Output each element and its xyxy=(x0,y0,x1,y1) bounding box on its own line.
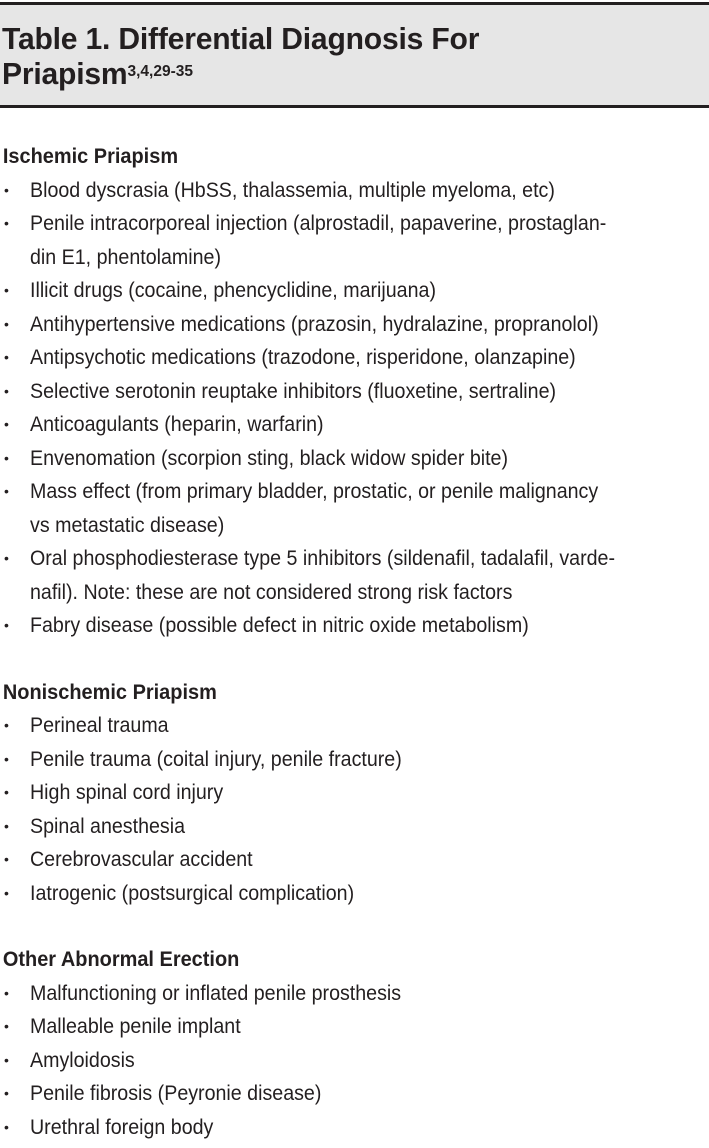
table-body xyxy=(0,140,709,1144)
bullet-icon: • xyxy=(4,550,9,566)
list-item-text: Oral phosphodiesterase type 5 inhibitors (sildenafil, tadalafil, varde- xyxy=(30,547,616,570)
list-item-text: Fabry disease (possible defect in nitric oxide metabolism) xyxy=(30,614,529,637)
section-heading: Ischemic Priapism xyxy=(2,145,179,168)
bullet-icon: • xyxy=(4,817,9,834)
bullet-icon: • xyxy=(4,717,9,733)
bullet-icon: • xyxy=(4,416,9,432)
bullet-icon: • xyxy=(4,851,9,867)
list-item xyxy=(0,542,709,609)
list-item-text: Envenomation (scorpion sting, black widow spider bite) xyxy=(30,446,509,470)
item-list xyxy=(0,709,709,910)
bullet-icon: • xyxy=(4,449,9,466)
list-item-text: Antihypertensive medications (prazosin, hydralazine, propranolol) xyxy=(30,312,599,336)
table-title-line-2: Priapism xyxy=(2,56,128,91)
list-item xyxy=(0,207,709,274)
item-list xyxy=(0,977,709,1145)
list-item xyxy=(0,877,709,911)
bullet-icon: • xyxy=(4,483,9,499)
list-item-text-continued: nafil). Note: these are not considered strong risk factors xyxy=(30,580,513,604)
section-other-abnormal-erection xyxy=(0,943,709,1144)
section-heading: Nonischemic Priapism xyxy=(2,680,217,704)
list-item-text-continued: din E1, phentolamine) xyxy=(30,245,222,269)
list-item xyxy=(0,609,709,643)
bullet-icon: • xyxy=(4,1085,9,1101)
bullet-icon: • xyxy=(4,1051,9,1068)
list-item xyxy=(0,408,709,442)
list-item xyxy=(0,475,709,542)
list-item xyxy=(0,308,709,342)
item-list xyxy=(0,174,709,643)
bullet-icon: • xyxy=(4,784,9,800)
list-item xyxy=(0,776,709,810)
bullet-icon: • xyxy=(4,215,9,231)
bullet-icon: • xyxy=(4,349,9,365)
reference-superscript: 3,4,29-35 xyxy=(127,63,194,80)
list-item-text: Cerebrovascular accident xyxy=(30,848,253,871)
bullet-icon: • xyxy=(4,884,9,901)
list-item xyxy=(0,743,709,777)
list-item xyxy=(0,1077,709,1111)
section-heading: Other Abnormal Erection xyxy=(2,948,240,971)
list-item-text: Mass effect (from primary bladder, prostatic, or penile malignancy xyxy=(30,480,599,503)
list-item xyxy=(0,341,709,375)
list-item-text: Perineal trauma xyxy=(30,714,169,737)
list-item-text: Spinal anesthesia xyxy=(30,814,186,838)
list-item-text: Amyloidosis xyxy=(30,1048,135,1072)
table-title xyxy=(2,21,479,91)
bullet-icon: • xyxy=(4,181,9,198)
list-item xyxy=(0,709,709,743)
list-item xyxy=(0,843,709,877)
list-item xyxy=(0,174,709,208)
list-item-text: Penile trauma (coital injury, penile fracture) xyxy=(30,747,402,771)
list-item-text: Antipsychotic medications (trazodone, risperidone, olanzapine) xyxy=(30,346,576,369)
list-item-text: Malfunctioning or inflated penile prosthesis xyxy=(30,981,402,1005)
bullet-icon: • xyxy=(4,1018,9,1034)
bullet-icon: • xyxy=(4,282,9,298)
list-item-text-continued: vs metastatic disease) xyxy=(30,513,225,537)
table-header xyxy=(0,2,709,108)
list-item xyxy=(0,1111,709,1145)
section-ischemic-priapism xyxy=(0,140,709,643)
list-item xyxy=(0,810,709,844)
section-nonischemic-priapism xyxy=(0,676,709,911)
list-item xyxy=(0,1010,709,1044)
bullet-icon: • xyxy=(4,750,9,767)
list-item xyxy=(0,442,709,476)
list-item xyxy=(0,274,709,308)
list-item-text: Illicit drugs (cocaine, phencyclidine, marijuana) xyxy=(30,279,436,302)
list-item-text: Penile fibrosis (Peyronie disease) xyxy=(30,1082,322,1105)
list-item-text: Penile intracorporeal injection (alprostadil, papaverine, prostaglan- xyxy=(30,212,607,235)
list-item xyxy=(0,375,709,409)
bullet-icon: • xyxy=(4,984,9,1001)
list-item-text: Urethral foreign body xyxy=(30,1115,214,1139)
list-item-text: Malleable penile implant xyxy=(30,1015,241,1038)
table-title-line-1: Table 1. Differential Diagnosis For xyxy=(2,21,480,56)
bullet-icon: • xyxy=(4,1118,9,1135)
list-item-text: High spinal cord injury xyxy=(30,781,224,804)
list-item xyxy=(0,1044,709,1078)
bullet-icon: • xyxy=(4,617,9,633)
list-item-text: Anticoagulants (heparin, warfarin) xyxy=(30,413,324,436)
list-item-text: Iatrogenic (postsurgical complication) xyxy=(30,881,355,905)
list-item-text: Blood dyscrasia (HbSS, thalassemia, multiple myeloma, etc) xyxy=(30,178,555,202)
list-item xyxy=(0,977,709,1011)
bullet-icon: • xyxy=(4,315,9,332)
bullet-icon: • xyxy=(4,382,9,399)
list-item-text: Selective serotonin reuptake inhibitors (fluoxetine, sertraline) xyxy=(30,379,557,403)
